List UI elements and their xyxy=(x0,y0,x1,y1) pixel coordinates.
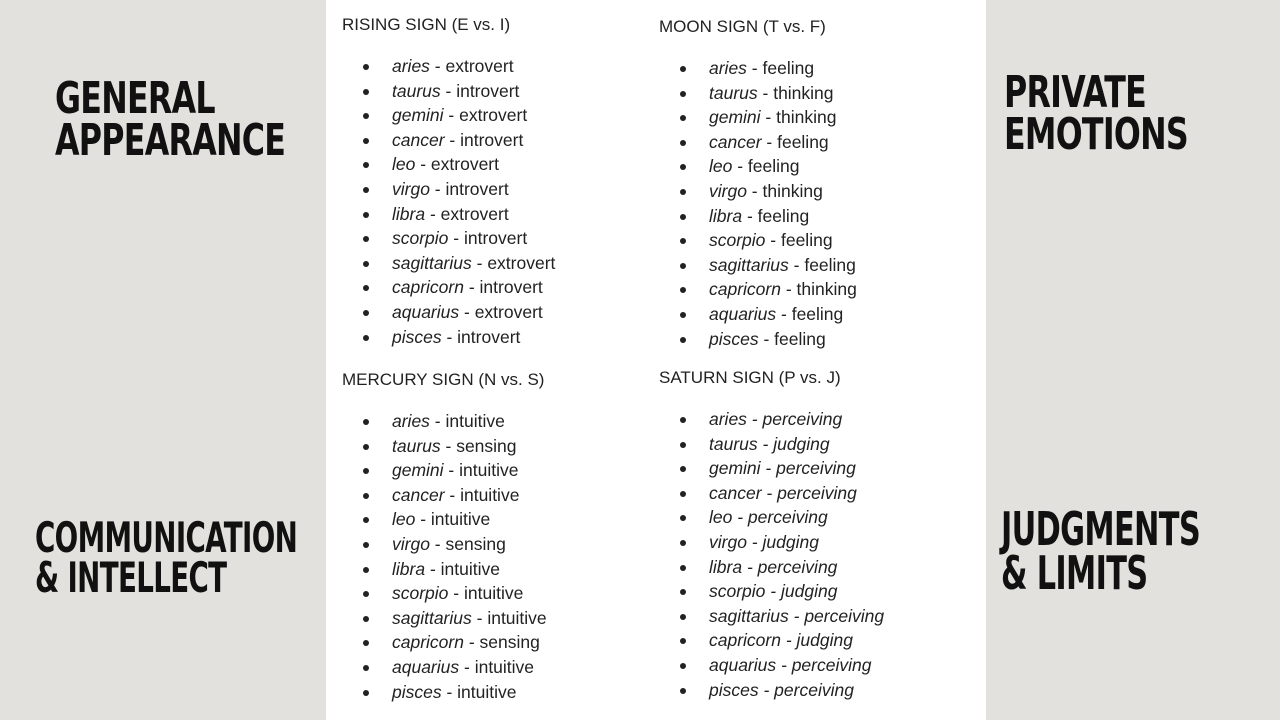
separator: - xyxy=(429,533,446,554)
trait-value: intuitive xyxy=(459,460,519,481)
separator: - xyxy=(444,129,461,150)
list-item xyxy=(659,81,857,106)
list-item xyxy=(659,179,857,204)
sign-name: capricorn xyxy=(392,277,464,298)
list-item xyxy=(659,481,884,506)
label-general-appearance xyxy=(55,73,286,166)
sign-name: libra xyxy=(709,556,743,577)
label-judgments-limits xyxy=(1001,502,1201,600)
list-item xyxy=(342,409,547,434)
trait-value: perceiving xyxy=(776,458,856,479)
trait-value: feeling xyxy=(804,254,856,275)
list-item xyxy=(342,202,555,227)
trait-value: judging xyxy=(796,630,853,651)
list-item xyxy=(342,79,555,104)
list-item xyxy=(659,130,857,155)
sign-name: sagittarius xyxy=(392,607,472,628)
label-line: & LIMITS xyxy=(1001,545,1148,600)
sign-name: scorpio xyxy=(709,230,766,251)
separator: - xyxy=(415,509,431,530)
list-item xyxy=(659,678,884,703)
sign-name: gemini xyxy=(392,105,444,126)
list-item xyxy=(342,103,555,128)
trait-value: thinking xyxy=(773,82,834,103)
trait-value: feeling xyxy=(777,131,829,152)
separator: - xyxy=(415,154,431,175)
trait-value: extrovert xyxy=(474,301,543,322)
sign-name: pisces xyxy=(709,328,759,349)
list-item xyxy=(659,628,884,653)
label-line: EMOTIONS xyxy=(1004,108,1189,160)
sign-name: capricorn xyxy=(709,279,781,300)
separator: - xyxy=(463,632,480,653)
label-line: GENERAL xyxy=(55,73,215,124)
section-title: RISING SIGN (E vs. I) xyxy=(342,15,511,34)
trait-value: feeling xyxy=(791,303,844,324)
trait-value: introvert xyxy=(457,326,521,347)
list-item xyxy=(659,204,857,229)
trait-value: intuitive xyxy=(474,656,535,677)
separator: - xyxy=(776,303,792,324)
trait-value: intuitive xyxy=(463,583,524,604)
trait-value: sensing xyxy=(479,632,540,653)
label-private-emotions xyxy=(1004,67,1189,160)
trait-value: extrovert xyxy=(440,203,509,224)
separator: - xyxy=(440,435,457,456)
separator: - xyxy=(732,156,748,177)
sign-list xyxy=(342,409,547,704)
trait-value: perceiving xyxy=(791,654,872,675)
separator: - xyxy=(459,656,475,677)
sign-name: aries xyxy=(392,411,430,431)
sign-name: capricorn xyxy=(392,632,464,653)
trait-value: perceiving xyxy=(804,605,885,626)
sign-name: virgo xyxy=(709,531,747,552)
separator: - xyxy=(746,58,763,78)
sign-name: aries xyxy=(392,56,430,76)
trait-value: feeling xyxy=(774,328,826,349)
section-title: SATURN SIGN (P vs. J) xyxy=(659,368,841,387)
list-item xyxy=(342,557,547,582)
separator: - xyxy=(443,460,460,481)
sign-name: cancer xyxy=(392,129,445,150)
mercury-sign-section xyxy=(342,367,547,704)
separator: - xyxy=(448,228,464,249)
sign-name: virgo xyxy=(392,533,430,554)
list-item xyxy=(342,507,547,532)
separator: - xyxy=(443,105,460,126)
sign-name: taurus xyxy=(709,82,758,103)
sign-name: leo xyxy=(709,156,733,177)
trait-value: intuitive xyxy=(457,681,517,702)
sign-name: libra xyxy=(709,205,743,226)
list-item xyxy=(659,302,857,327)
trait-value: extrovert xyxy=(487,252,556,273)
separator: - xyxy=(776,654,792,675)
trait-value: extrovert xyxy=(459,105,528,126)
sign-name: cancer xyxy=(709,131,762,152)
list-item xyxy=(659,228,857,253)
separator: - xyxy=(732,507,748,528)
trait-value: perceiving xyxy=(747,507,828,528)
list-item xyxy=(342,152,555,177)
separator: - xyxy=(760,458,777,479)
sign-name: sagittarius xyxy=(709,254,789,275)
trait-value: judging xyxy=(762,531,819,552)
sign-name: scorpio xyxy=(709,581,766,602)
label-line: JUDGMENTS xyxy=(1001,502,1201,556)
separator: - xyxy=(441,681,458,702)
trait-value: extrovert xyxy=(445,56,514,76)
separator: - xyxy=(441,326,458,347)
separator: - xyxy=(444,484,461,505)
list-item xyxy=(342,581,547,606)
sign-list xyxy=(342,54,555,349)
sign-name: libra xyxy=(392,203,426,224)
list-item xyxy=(659,555,884,580)
sign-name: leo xyxy=(709,507,733,528)
list-item xyxy=(659,456,884,481)
sign-name: cancer xyxy=(709,482,762,503)
label-line: & INTELLECT xyxy=(35,552,227,602)
sign-name: leo xyxy=(392,154,416,175)
separator: - xyxy=(742,556,758,577)
trait-value: introvert xyxy=(463,228,528,249)
trait-value: perceiving xyxy=(774,679,854,700)
separator: - xyxy=(429,178,446,199)
list-item xyxy=(342,680,547,705)
list-item xyxy=(659,530,884,555)
separator: - xyxy=(760,107,777,128)
label-line: COMMUNICATION xyxy=(35,513,298,562)
separator: - xyxy=(459,301,475,322)
trait-value: introvert xyxy=(460,129,524,150)
sign-name: pisces xyxy=(392,681,442,702)
separator: - xyxy=(463,277,480,298)
sign-name: aquarius xyxy=(392,301,460,322)
label-line: PRIVATE xyxy=(1004,67,1147,118)
separator: - xyxy=(471,252,488,273)
list-item xyxy=(342,300,555,325)
list-item xyxy=(342,226,555,251)
list-item xyxy=(659,56,857,81)
separator: - xyxy=(757,433,774,454)
sign-name: aquarius xyxy=(709,654,777,675)
trait-value: sensing xyxy=(445,533,506,554)
separator: - xyxy=(757,82,774,103)
separator: - xyxy=(429,56,446,76)
trait-value: intuitive xyxy=(445,411,505,431)
list-item xyxy=(659,432,884,457)
section-title: MOON SIGN (T vs. F) xyxy=(659,17,826,36)
separator: - xyxy=(780,630,797,651)
sign-name: pisces xyxy=(709,679,759,700)
list-item xyxy=(342,606,547,631)
list-item xyxy=(659,505,884,530)
trait-value: introvert xyxy=(456,80,520,101)
sign-name: taurus xyxy=(392,435,441,456)
list-item xyxy=(659,579,884,604)
separator: - xyxy=(788,605,805,626)
list-item xyxy=(659,253,857,278)
trait-value: perceiving xyxy=(777,482,857,503)
separator: - xyxy=(761,482,778,503)
sign-name: taurus xyxy=(709,433,758,454)
separator: - xyxy=(448,583,464,604)
trait-value: intuitive xyxy=(487,607,547,628)
separator: - xyxy=(471,607,488,628)
trait-value: perceiving xyxy=(757,556,838,577)
list-item xyxy=(342,655,547,680)
list-item xyxy=(659,105,857,130)
separator: - xyxy=(746,180,763,201)
list-item xyxy=(342,177,555,202)
separator: - xyxy=(425,203,441,224)
section-title: MERCURY SIGN (N vs. S) xyxy=(342,370,545,389)
list-item xyxy=(342,483,547,508)
saturn-sign-section xyxy=(659,365,884,702)
trait-value: perceiving xyxy=(762,409,843,429)
sign-name: leo xyxy=(392,509,416,530)
sign-name: gemini xyxy=(392,460,444,481)
trait-value: introvert xyxy=(479,277,543,298)
sign-name: scorpio xyxy=(392,583,449,604)
list-item xyxy=(342,54,555,79)
separator: - xyxy=(758,679,775,700)
sign-name: aquarius xyxy=(709,303,777,324)
separator: - xyxy=(780,279,797,300)
trait-value: thinking xyxy=(762,180,823,201)
sign-name: taurus xyxy=(392,80,441,101)
separator: - xyxy=(746,409,763,429)
sign-name: virgo xyxy=(392,178,430,199)
sign-name: virgo xyxy=(709,180,747,201)
trait-value: feeling xyxy=(762,58,815,78)
trait-value: introvert xyxy=(445,178,509,199)
sign-list xyxy=(659,407,884,702)
sign-name: gemini xyxy=(709,458,761,479)
sign-name: scorpio xyxy=(392,228,449,249)
label-communication-intellect xyxy=(35,513,298,602)
list-item xyxy=(659,653,884,678)
content-panel xyxy=(326,0,986,720)
separator: - xyxy=(425,558,441,579)
sign-name: aries xyxy=(709,58,747,78)
trait-value: extrovert xyxy=(430,154,499,175)
trait-value: intuitive xyxy=(430,509,491,530)
list-item xyxy=(659,604,884,629)
trait-value: feeling xyxy=(747,156,800,177)
sign-name: aries xyxy=(709,409,747,429)
separator: - xyxy=(761,131,778,152)
sign-list xyxy=(659,56,857,351)
separator: - xyxy=(742,205,758,226)
trait-value: thinking xyxy=(776,107,837,128)
trait-value: feeling xyxy=(780,230,833,251)
moon-sign-section xyxy=(659,14,857,351)
list-item xyxy=(342,325,555,350)
sign-name: cancer xyxy=(392,484,445,505)
trait-value: judging xyxy=(780,581,838,602)
trait-value: feeling xyxy=(757,205,810,226)
trait-value: sensing xyxy=(456,435,517,456)
separator: - xyxy=(746,531,763,552)
sign-name: libra xyxy=(392,558,426,579)
trait-value: thinking xyxy=(796,279,857,300)
list-item xyxy=(342,630,547,655)
separator: - xyxy=(765,581,781,602)
separator: - xyxy=(429,411,446,431)
list-item xyxy=(659,407,884,432)
list-item xyxy=(659,154,857,179)
sign-name: sagittarius xyxy=(709,605,789,626)
separator: - xyxy=(788,254,805,275)
list-item xyxy=(342,434,547,459)
list-item xyxy=(342,458,547,483)
sign-name: gemini xyxy=(709,107,761,128)
separator: - xyxy=(440,80,457,101)
list-item xyxy=(342,251,555,276)
separator: - xyxy=(758,328,775,349)
sign-name: sagittarius xyxy=(392,252,472,273)
list-item xyxy=(342,532,547,557)
list-item xyxy=(659,327,857,352)
list-item xyxy=(342,128,555,153)
trait-value: intuitive xyxy=(460,484,520,505)
trait-value: intuitive xyxy=(440,558,500,579)
trait-value: judging xyxy=(773,433,830,454)
rising-sign-section xyxy=(342,12,555,349)
sign-name: capricorn xyxy=(709,630,781,651)
sign-name: aquarius xyxy=(392,656,460,677)
sign-name: pisces xyxy=(392,326,442,347)
separator: - xyxy=(765,230,781,251)
list-item xyxy=(342,275,555,300)
label-line: APPEARANCE xyxy=(55,114,286,166)
list-item xyxy=(659,277,857,302)
